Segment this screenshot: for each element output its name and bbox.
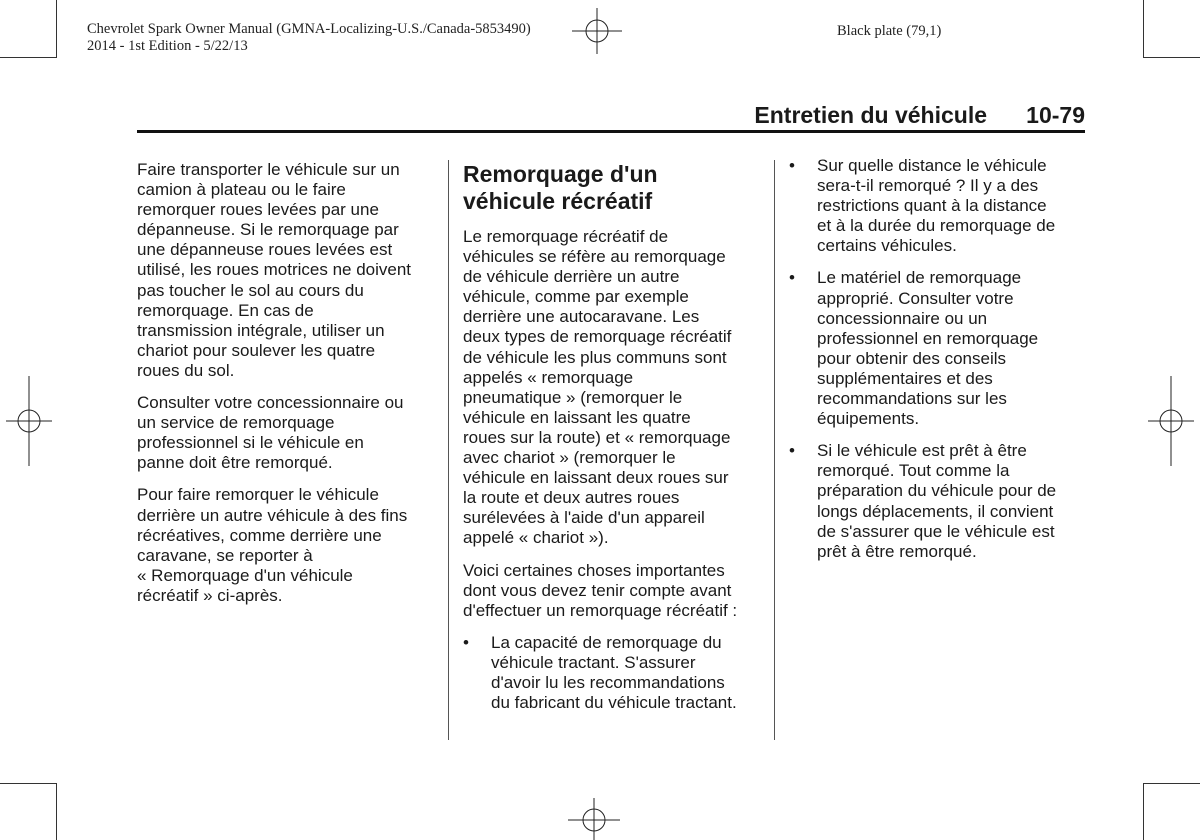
crop-mark-bottom-left-vertical xyxy=(56,783,57,840)
page-section-title: Entretien du véhicule xyxy=(754,102,987,128)
bullet-text: Sur quelle distance le véhicule sera-t-il remorqué ? Il y a des restrictions quant à la distance et à la durée du remorquage de certains véhicules. xyxy=(817,156,1056,256)
bullet-icon: • xyxy=(789,441,795,461)
section-heading: Remorquage d'un véhicule récréatif xyxy=(463,161,658,214)
page-number: 10-79 xyxy=(1026,102,1085,128)
registration-mark-right-icon xyxy=(1148,376,1194,466)
column-divider-1 xyxy=(448,160,449,740)
black-plate-label: Black plate (79,1) xyxy=(837,23,942,39)
registration-mark-bottom-icon xyxy=(568,798,620,840)
bullet-item xyxy=(789,268,1089,429)
crop-mark-top-right-vertical xyxy=(1143,0,1144,58)
text-column-2 xyxy=(463,161,768,725)
bullet-icon: • xyxy=(789,268,795,288)
page-header xyxy=(137,100,1085,133)
bullet-text: La capacité de remorquage du véhicule tractant. S'assurer d'avoir lu les recommandations du fabricant du véhicule tractant. xyxy=(491,632,737,713)
paragraph: Pour faire remorquer le véhicule derrière un autre véhicule à des fins récréatives, comme derrière une caravane, se reporter à « Remorquage d'un véhicule récréatif » ci-après. xyxy=(137,485,408,605)
bullet-item xyxy=(789,156,1089,256)
paragraph: Consulter votre concessionnaire ou un service de remorquage professionnel si le véhicule en panne doit être remorqué. xyxy=(137,393,404,473)
text-column-1 xyxy=(137,160,442,618)
bullet-icon: • xyxy=(789,156,795,175)
crop-mark-bottom-right-horizontal xyxy=(1144,783,1200,784)
paragraph: Le remorquage récréatif de véhicules se réfère au remorquage de véhicule derrière un autre véhicule, comme par exemple derrière une autocaravane. Les deux types de remorquage récréatif de véhicule les plus communs sont appelés « remorquage pneumatique » (remorquer le véhicule en laissant les quatre roues sur la route) et « remorquage avec chariot » (remorquer le véhicule en laissant deux roues sur la route et deux autres roues surélevées à l'aide d'un appareil appelé « chariot »). xyxy=(463,227,732,548)
bullet-icon: • xyxy=(463,632,469,652)
crop-mark-top-right-horizontal xyxy=(1144,57,1200,58)
paragraph: Voici certaines choses importantes dont vous devez tenir compte avant d'effectuer un remorquage récréatif : xyxy=(463,560,738,620)
bullet-item xyxy=(463,633,768,713)
bullet-text: Si le véhicule est prêt à être remorqué. Tout comme la préparation du véhicule pour de longs déplacements, il convient de s'assurer que le véhicule est prêt à être remorqué. xyxy=(817,441,1057,561)
print-meta-line2: 2014 - 1st Edition - 5/22/13 xyxy=(87,38,248,54)
registration-mark-left-icon xyxy=(6,376,52,466)
paragraph: Faire transporter le véhicule sur un camion à plateau ou le faire remorquer roues levées par une dépanneuse. Si le remorquage par une dépanneuse roues levées est utilisé, les roues motrices ne doivent pas toucher le sol au cours du remorquage. En cas de transmission intégrale, utiliser un chariot pour soulever les quatre roues du sol. xyxy=(137,160,412,380)
crop-mark-top-left-vertical xyxy=(56,0,57,58)
crop-mark-bottom-left-horizontal xyxy=(0,783,56,784)
text-column-3 xyxy=(789,156,1089,574)
print-meta-line1: Chevrolet Spark Owner Manual (GMNA-Localizing-U.S./Canada-5853490) xyxy=(87,21,531,37)
registration-mark-top-icon xyxy=(572,8,622,54)
bullet-item xyxy=(789,441,1089,562)
crop-mark-top-left-horizontal xyxy=(0,57,56,58)
bullet-text: Le matériel de remorquage approprié. Consulter votre concessionnaire ou un professionnel en remorquage pour obtenir des conseils supplémentaires et des recommandations sur les équipements. xyxy=(817,268,1039,429)
column-divider-2 xyxy=(774,160,775,740)
crop-mark-bottom-right-vertical xyxy=(1143,783,1144,840)
